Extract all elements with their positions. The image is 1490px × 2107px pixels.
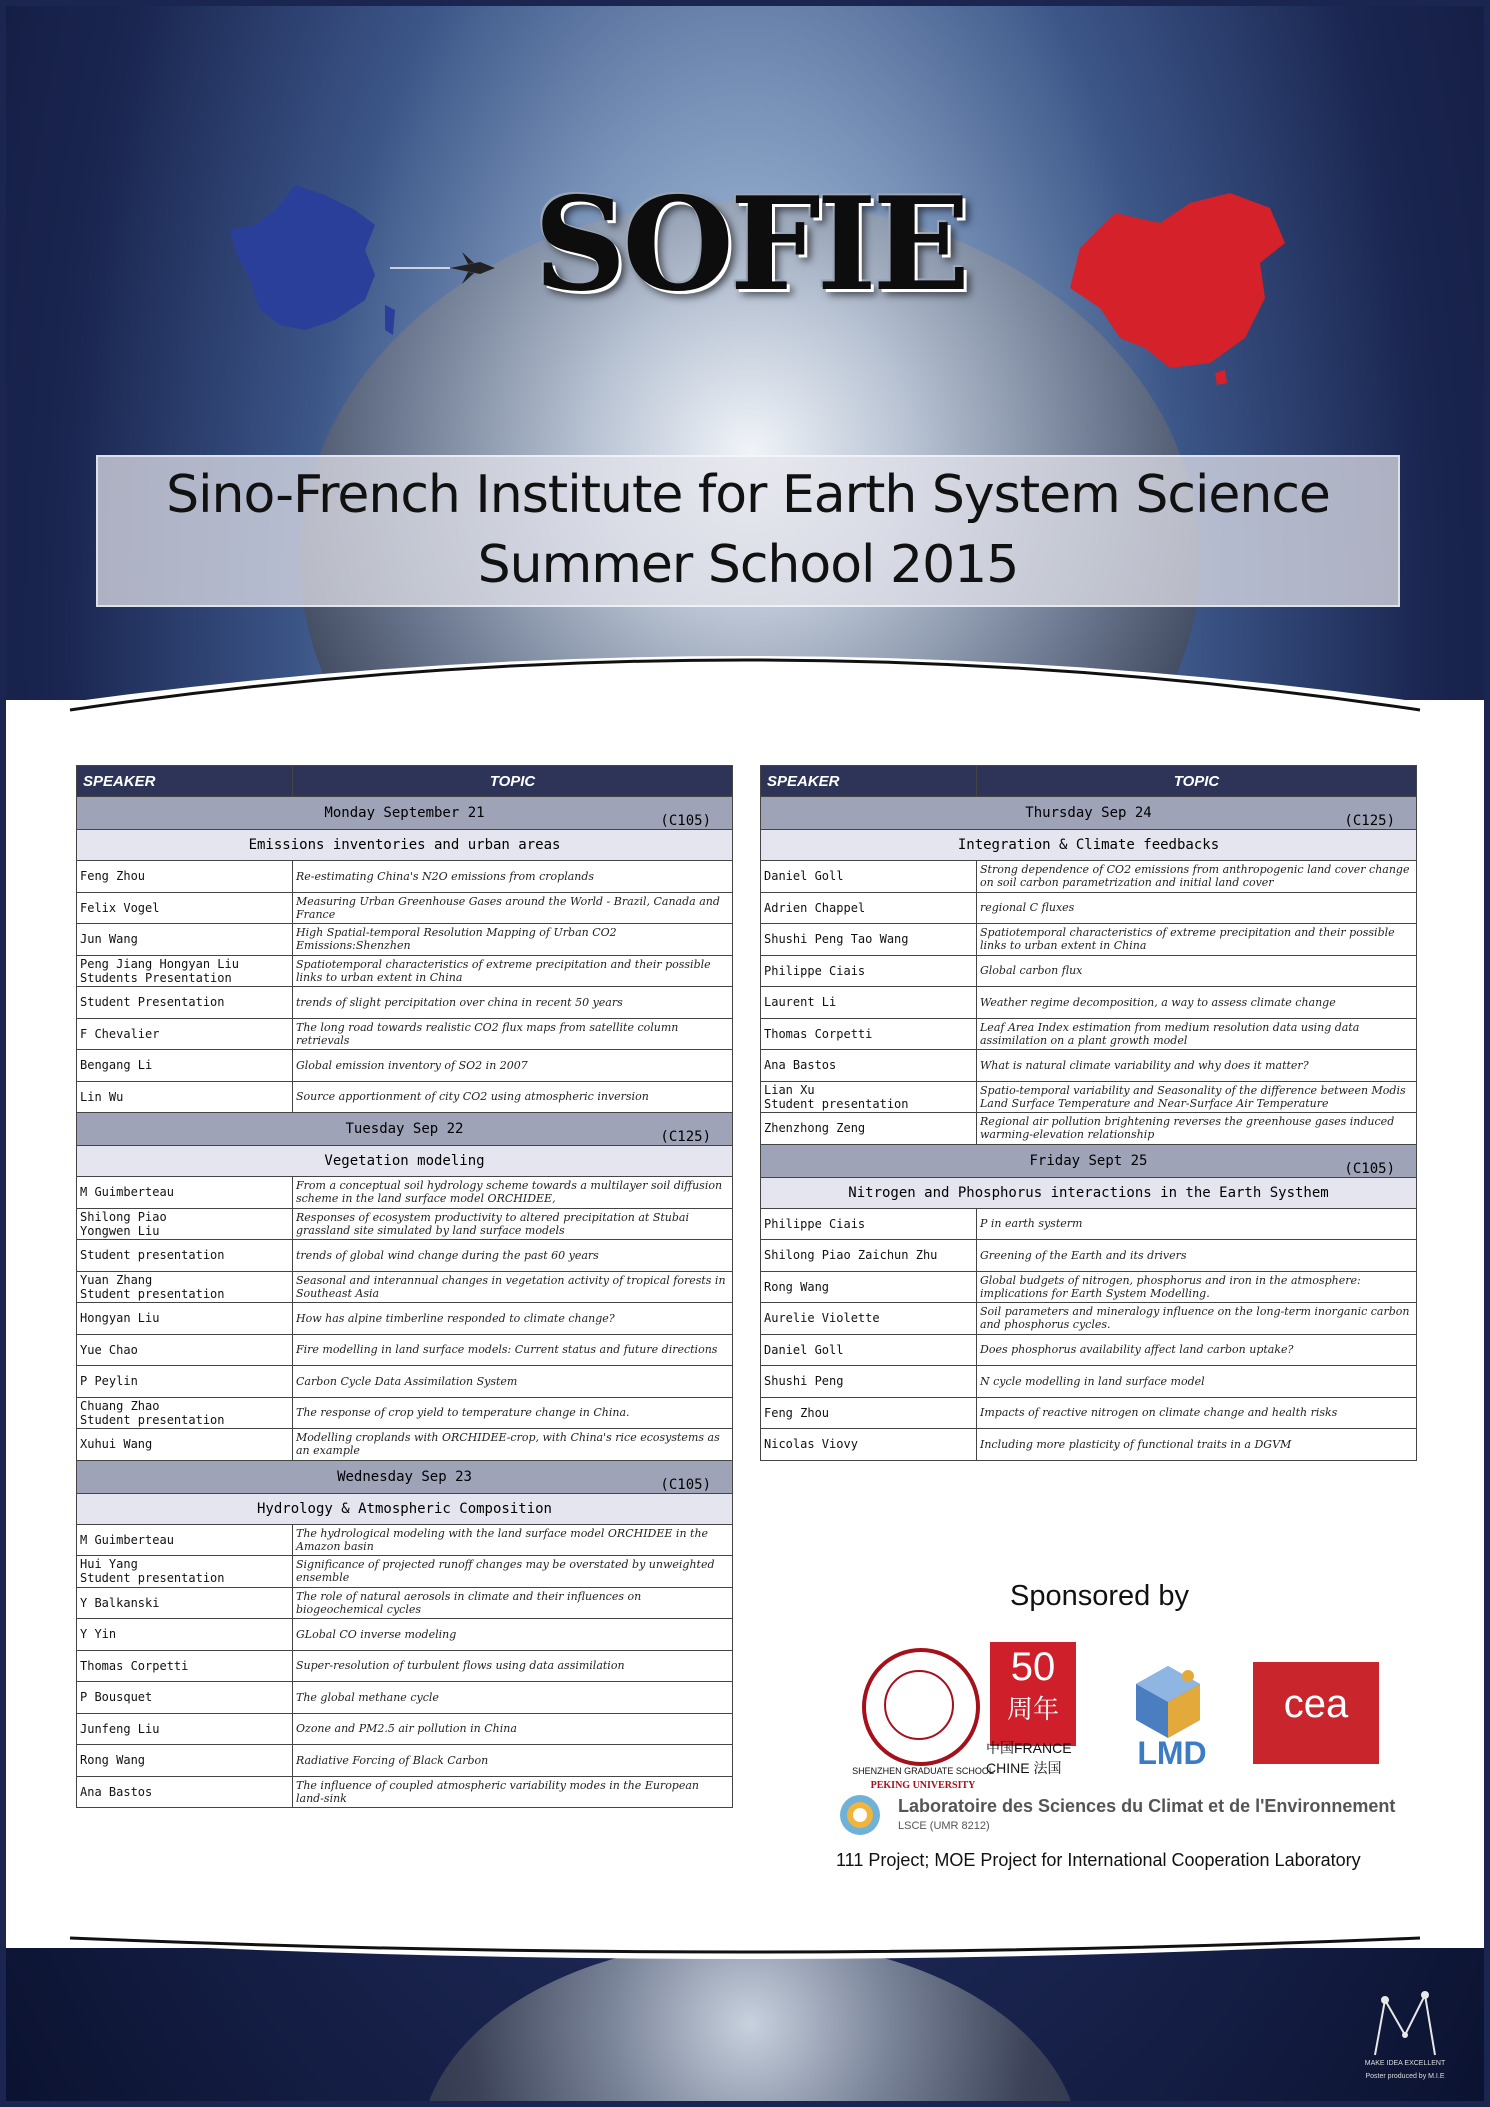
- lsce-subtitle: LSCE (UMR 8212): [898, 1820, 990, 1832]
- speaker-cell: Shushi Peng Tao Wang: [761, 924, 977, 956]
- left-schedule-table: [76, 765, 733, 1808]
- speaker-cell: Feng Zhou: [77, 861, 293, 893]
- topic-cell: From a conceptual soil hydrology scheme towards a multilayer soil diffusion scheme in the land surface model ORCHIDEE,: [293, 1177, 733, 1209]
- day-row: [77, 797, 733, 830]
- speaker-cell: Daniel Goll: [761, 861, 977, 893]
- speaker-cell: Chuang Zhao Student presentation: [77, 1397, 293, 1429]
- lsce-name: Laboratoire des Sciences du Climat et de l'Environnement: [898, 1796, 1396, 1816]
- speaker-cell: M Guimberteau: [77, 1524, 293, 1556]
- topic-cell: Regional air pollution brightening reverses the greenhouse gases induced warming-elevation relationship: [977, 1113, 1417, 1145]
- room-label: (C105): [1344, 1160, 1395, 1177]
- topic-cell: High Spatial-temporal Resolution Mapping of Urban CO2 Emissions:Shenzhen: [293, 924, 733, 956]
- speaker-cell: Lin Wu: [77, 1081, 293, 1113]
- topic-cell: How has alpine timberline responded to climate change?: [293, 1303, 733, 1335]
- table-row: [77, 1050, 733, 1082]
- lsce-logo-icon: [838, 1793, 882, 1837]
- table-row: [77, 1366, 733, 1398]
- section-row: [761, 1177, 1417, 1208]
- speaker-cell: Peng Jiang Hongyan Liu Students Presentation: [77, 955, 293, 987]
- day-label: Monday September 21: [324, 805, 485, 821]
- topic-cell: Ozone and PM2.5 air pollution in China: [293, 1713, 733, 1745]
- topic-cell: Re-estimating China's N2O emissions from croplands: [293, 861, 733, 893]
- topic-cell: Modelling croplands with ORCHIDEE-crop, with China's rice ecosystems as an example: [293, 1429, 733, 1461]
- speaker-cell: Shilong Piao Zaichun Zhu: [761, 1240, 977, 1272]
- pku-caption-university: PEKING UNIVERSITY: [870, 1780, 976, 1791]
- topic-cell: Responses of ecosystem productivity to altered precipitation at Stubai grassland site simulated by land surface models: [293, 1208, 733, 1240]
- project-line: 111 Project; MOE Project for International Cooperation Laboratory: [836, 1850, 1361, 1870]
- right-schedule-table: [760, 765, 1417, 1461]
- table-row: [77, 861, 733, 893]
- topic-cell: regional C fluxes: [977, 892, 1417, 924]
- table-row: [77, 1682, 733, 1714]
- table-row: [77, 1429, 733, 1461]
- table-row: [761, 1050, 1417, 1082]
- table-row: [761, 1271, 1417, 1303]
- speaker-cell: Y Yin: [77, 1619, 293, 1651]
- topic-column-header: TOPIC: [293, 766, 733, 797]
- sofie-logo: SOFIE: [533, 170, 967, 320]
- topic-cell: The global methane cycle: [293, 1682, 733, 1714]
- speaker-cell: Felix Vogel: [77, 892, 293, 924]
- speaker-cell: Zhenzhong Zeng: [761, 1113, 977, 1145]
- page-subtitle: Summer School 2015: [477, 535, 1019, 595]
- table-row: [77, 1556, 733, 1588]
- topic-cell: The influence of coupled atmospheric variability modes in the European land-sink: [293, 1776, 733, 1808]
- pku-seal-icon: [884, 1670, 954, 1740]
- france-china-50-logo: [990, 1642, 1076, 1746]
- lmd-logo-text: LMD: [1137, 1735, 1207, 1771]
- speaker-cell: Hongyan Liu: [77, 1303, 293, 1335]
- cea-logo-text: cea: [1283, 1682, 1349, 1726]
- speaker-cell: Nicolas Viovy: [761, 1429, 977, 1461]
- speaker-cell: F Chevalier: [77, 1018, 293, 1050]
- table-row: [77, 1397, 733, 1429]
- table-row: [761, 1018, 1417, 1050]
- section-title: Nitrogen and Phosphorus interactions in the Earth Systhem: [761, 1177, 1417, 1208]
- topic-cell: The hydrological modeling with the land surface model ORCHIDEE in the Amazon basin: [293, 1524, 733, 1556]
- cea-logo: [1253, 1662, 1379, 1764]
- speaker-column-header: SPEAKER: [761, 766, 977, 797]
- topic-cell: Strong dependence of CO2 emissions from anthropogenic land cover change on soil carbon parametrization and initial land cover: [977, 861, 1417, 893]
- lmd-polyhedron-icon: [1128, 1662, 1208, 1742]
- topic-cell: Global budgets of nitrogen, phosphorus and iron in the atmosphere: implications for Earth System Modelling.: [977, 1271, 1417, 1303]
- sponsor-heading: Sponsored by: [1010, 1580, 1189, 1612]
- topic-cell: Radiative Forcing of Black Carbon: [293, 1745, 733, 1777]
- topic-cell: The response of crop yield to temperature change in China.: [293, 1397, 733, 1429]
- speaker-cell: Bengang Li: [77, 1050, 293, 1082]
- day-cell: [77, 1460, 733, 1493]
- day-wrap: [80, 1121, 729, 1145]
- topic-cell: Global carbon flux: [977, 955, 1417, 987]
- topic-cell: The long road towards realistic CO2 flux maps from satellite column retrievals: [293, 1018, 733, 1050]
- topic-cell: Spatio-temporal variability and Seasonality of the difference between Modis Land Surface Temperature and Near-Surface Air Temperature: [977, 1081, 1417, 1113]
- table-row: [77, 955, 733, 987]
- table-row: [761, 1240, 1417, 1272]
- section-title: Integration & Climate feedbacks: [761, 830, 1417, 861]
- topic-cell: N cycle modelling in land surface model: [977, 1366, 1417, 1398]
- table-row: [761, 1208, 1417, 1240]
- section-title: Hydrology & Atmospheric Composition: [77, 1493, 733, 1524]
- speaker-cell: Ana Bastos: [761, 1050, 977, 1082]
- day-wrap: [80, 1468, 729, 1493]
- speaker-cell: Daniel Goll: [761, 1334, 977, 1366]
- speaker-cell: Rong Wang: [761, 1271, 977, 1303]
- room-label: (C125): [660, 1129, 711, 1145]
- topic-cell: Soil parameters and mineralogy influence on the long-term inorganic carbon and phosphorus cycles.: [977, 1303, 1417, 1335]
- speaker-cell: Jun Wang: [77, 924, 293, 956]
- topic-cell: Fire modelling in land surface models: Current status and future directions: [293, 1334, 733, 1366]
- table-row: [77, 1303, 733, 1335]
- table-row: [761, 1334, 1417, 1366]
- speaker-cell: Yue Chao: [77, 1334, 293, 1366]
- day-wrap: [80, 805, 729, 829]
- topic-cell: Greening of the Earth and its drivers: [977, 1240, 1417, 1272]
- speaker-column-header: SPEAKER: [77, 766, 293, 797]
- table-row: [77, 892, 733, 924]
- day-cell: [77, 1113, 733, 1146]
- speaker-cell: Thomas Corpetti: [77, 1650, 293, 1682]
- speaker-cell: Y Balkanski: [77, 1587, 293, 1619]
- table-row: [77, 1271, 733, 1303]
- day-cell: [761, 797, 1417, 830]
- speaker-cell: Adrien Chappel: [761, 892, 977, 924]
- day-cell: [77, 797, 733, 830]
- mie-credit: Poster produced by M.I.E: [1365, 2073, 1445, 2080]
- peking-university-logo: [862, 1648, 980, 1766]
- fr50-number: 50: [1010, 1645, 1056, 1689]
- table-row: [77, 987, 733, 1019]
- topic-cell: Significance of projected runoff changes may be overstated by unweighted ensemble: [293, 1556, 733, 1588]
- china-map-icon: [1060, 188, 1290, 388]
- topic-cell: Including more plasticity of functional traits in a DGVM: [977, 1429, 1417, 1461]
- table-row: [761, 1303, 1417, 1335]
- topic-cell: trends of global wind change during the past 60 years: [293, 1240, 733, 1272]
- topic-cell: trends of slight percipitation over china in recent 50 years: [293, 987, 733, 1019]
- speaker-cell: Aurelie Violette: [761, 1303, 977, 1335]
- table-header-row: [77, 766, 733, 797]
- topic-cell: Source apportionment of city CO2 using atmospheric inversion: [293, 1081, 733, 1113]
- speaker-cell: M Guimberteau: [77, 1177, 293, 1209]
- pku-caption-school: SHENZHEN GRADUATE SCHOOL: [852, 1766, 994, 1776]
- speaker-cell: Rong Wang: [77, 1745, 293, 1777]
- panel-bottom-curve: [0, 1900, 1490, 1980]
- section-title: Emissions inventories and urban areas: [77, 830, 733, 861]
- table-row: [761, 1429, 1417, 1461]
- table-row: [761, 924, 1417, 956]
- topic-cell: Super-resolution of turbulent flows using data assimilation: [293, 1650, 733, 1682]
- section-row: [77, 1146, 733, 1177]
- speaker-cell: Junfeng Liu: [77, 1713, 293, 1745]
- day-row: [761, 797, 1417, 830]
- table-row: [761, 1081, 1417, 1113]
- fr50-caption-line1: 中国FRANCE: [986, 1740, 1072, 1756]
- table-row: [761, 1366, 1417, 1398]
- topic-cell: The role of natural aerosols in climate and their influences on biogeochemical cycles: [293, 1587, 733, 1619]
- topic-cell: Spatiotemporal characteristics of extreme precipitation and their possible links to urban extent in China: [977, 924, 1417, 956]
- day-label: Tuesday Sep 22: [345, 1121, 464, 1137]
- section-title: Vegetation modeling: [77, 1146, 733, 1177]
- day-label: Thursday Sep 24: [1025, 805, 1152, 821]
- table-row: [77, 1587, 733, 1619]
- title-banner: [96, 455, 1400, 607]
- speaker-cell: P Bousquet: [77, 1682, 293, 1714]
- section-row: [761, 830, 1417, 861]
- day-wrap: [764, 805, 1413, 829]
- table-row: [77, 1776, 733, 1808]
- topic-cell: What is natural climate variability and why does it matter?: [977, 1050, 1417, 1082]
- speaker-cell: Laurent Li: [761, 987, 977, 1019]
- topic-cell: Spatiotemporal characteristics of extreme precipitation and their possible links to urban extent in China: [293, 955, 733, 987]
- table-row: [77, 1081, 733, 1113]
- table-row: [761, 955, 1417, 987]
- day-label: Wednesday Sep 23: [337, 1468, 472, 1485]
- table-row: [77, 1745, 733, 1777]
- room-label: (C105): [660, 1476, 711, 1493]
- table-row: [77, 1524, 733, 1556]
- table-row: [77, 1177, 733, 1209]
- topic-cell: Does phosphorus availability affect land carbon uptake?: [977, 1334, 1417, 1366]
- topic-cell: Global emission inventory of SO2 in 2007: [293, 1050, 733, 1082]
- table-row: [77, 1240, 733, 1272]
- topic-column-header: TOPIC: [977, 766, 1417, 797]
- speaker-cell: P Peylin: [77, 1366, 293, 1398]
- speaker-cell: Feng Zhou: [761, 1397, 977, 1429]
- table-row: [77, 1208, 733, 1240]
- table-row: [761, 861, 1417, 893]
- day-cell: [761, 1144, 1417, 1177]
- day-label: Friday Sept 25: [1029, 1152, 1148, 1169]
- day-row: [77, 1113, 733, 1146]
- table-header-row: [761, 766, 1417, 797]
- speaker-cell: Xuhui Wang: [77, 1429, 293, 1461]
- section-row: [77, 1493, 733, 1524]
- speaker-cell: Yuan Zhang Student presentation: [77, 1271, 293, 1303]
- speaker-cell: Philippe Ciais: [761, 955, 977, 987]
- table-row: [77, 1650, 733, 1682]
- topic-cell: Carbon Cycle Data Assimilation System: [293, 1366, 733, 1398]
- topic-cell: Impacts of reactive nitrogen on climate change and health risks: [977, 1397, 1417, 1429]
- speaker-cell: Philippe Ciais: [761, 1208, 977, 1240]
- table-row: [761, 987, 1417, 1019]
- table-row: [77, 1018, 733, 1050]
- panel-top-curve: [0, 640, 1490, 760]
- table-row: [77, 1619, 733, 1651]
- mie-logo-icon: [1350, 1980, 1460, 2070]
- speaker-cell: Hui Yang Student presentation: [77, 1556, 293, 1588]
- speaker-cell: Student Presentation: [77, 987, 293, 1019]
- room-label: (C105): [660, 813, 711, 829]
- topic-cell: Measuring Urban Greenhouse Gases around the World - Brazil, Canada and France: [293, 892, 733, 924]
- topic-cell: Seasonal and interannual changes in vegetation activity of tropical forests in Southeast Asia: [293, 1271, 733, 1303]
- speaker-cell: Lian Xu Student presentation: [761, 1081, 977, 1113]
- table-row: [77, 924, 733, 956]
- day-row: [77, 1460, 733, 1493]
- topic-cell: Leaf Area Index estimation from medium resolution data using data assimilation on a plant growth model: [977, 1018, 1417, 1050]
- page-title: Sino-French Institute for Earth System Science: [166, 465, 1330, 525]
- section-row: [77, 830, 733, 861]
- topic-cell: Weather regime decomposition, a way to assess climate change: [977, 987, 1417, 1019]
- day-wrap: [764, 1152, 1413, 1177]
- table-row: [761, 1397, 1417, 1429]
- room-label: (C125): [1344, 813, 1395, 829]
- day-row: [761, 1144, 1417, 1177]
- mie-tagline: MAKE IDEA EXCELLENT: [1364, 2060, 1446, 2067]
- table-row: [761, 892, 1417, 924]
- speaker-cell: Shushi Peng: [761, 1366, 977, 1398]
- table-row: [77, 1713, 733, 1745]
- table-row: [761, 1113, 1417, 1145]
- speaker-cell: Shilong Piao Yongwen Liu: [77, 1208, 293, 1240]
- table-row: [77, 1334, 733, 1366]
- speaker-cell: Student presentation: [77, 1240, 293, 1272]
- topic-cell: P in earth systerm: [977, 1208, 1417, 1240]
- speaker-cell: Ana Bastos: [77, 1776, 293, 1808]
- speaker-cell: Thomas Corpetti: [761, 1018, 977, 1050]
- france-map-icon: [225, 180, 405, 345]
- fr50-caption-line2: CHINE 法国: [986, 1760, 1062, 1776]
- topic-cell: GLobal CO inverse modeling: [293, 1619, 733, 1651]
- fr50-chinese: 周年: [1006, 1695, 1059, 1725]
